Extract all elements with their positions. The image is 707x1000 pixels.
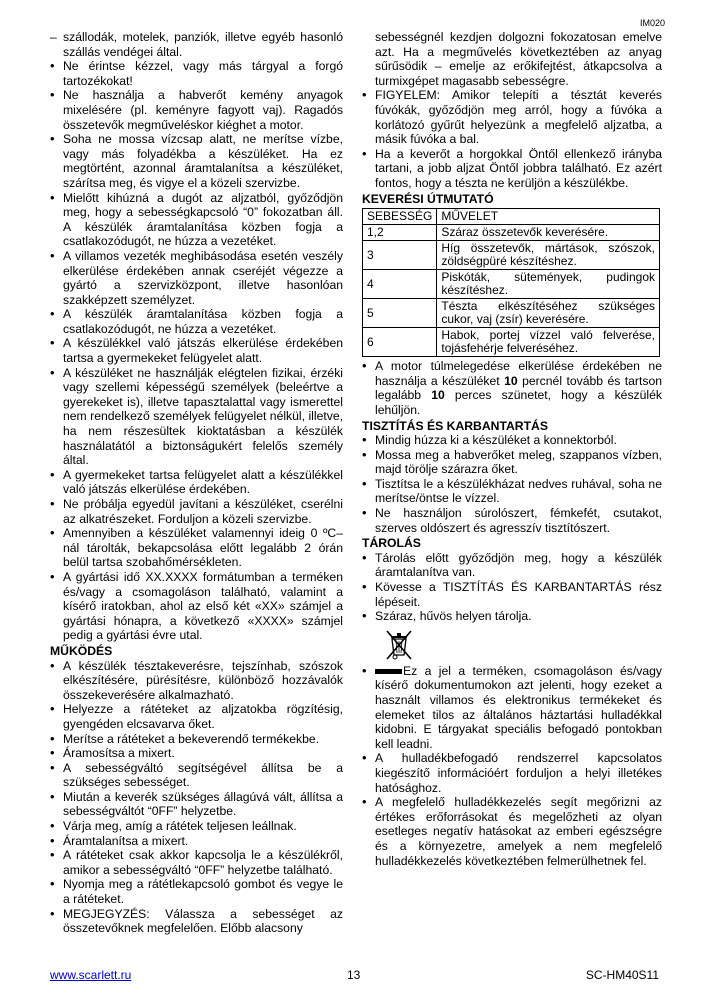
- list-item: [50, 659, 343, 703]
- bullet-marker: [50, 497, 62, 512]
- list-item: [362, 88, 662, 146]
- list-item: [50, 307, 343, 336]
- list-item-text: MEGJEGYZÉS: Válassza a sebességet az összetevőknek megfelelően. Előbb alacsony: [63, 906, 343, 936]
- list-item: [362, 448, 662, 477]
- list-item-text: A készülék áramtalanítása közben fogja a csatlakozódugót, ne húzza a vezetéket.: [63, 307, 343, 336]
- list-item: [50, 848, 343, 877]
- list-item: [362, 751, 662, 795]
- table-row: [363, 241, 660, 270]
- list-item: [362, 477, 662, 506]
- list-item: [50, 834, 343, 849]
- list-item: [50, 819, 343, 834]
- list-item: [50, 746, 343, 761]
- header-speed: SEBESSÉG: [363, 209, 437, 225]
- list-item: [362, 147, 662, 191]
- left-column: [50, 30, 343, 936]
- model-number: SC-HM40S11: [585, 968, 659, 982]
- list-item-text: Áramosítsa a mixert.: [63, 746, 175, 761]
- list-item: [50, 732, 343, 747]
- list-item-text: Nyomja meg a rátétlekapcsoló gombot és vegye le a rátéteket.: [63, 877, 343, 907]
- list-item: [50, 468, 343, 497]
- list-item-text: A készülékkel való játszás elkerülése érdekében tartsa a gyermekeket felügyelet alatt.: [63, 336, 343, 366]
- list-item-text: A készüléket ne használják elégtelen fizikai, érzéki vagy szellemi képességű személyek (beleértve a gyerekeket is), illetve tapasztalattal vagy ismerettel nem rendelkező személyek felügyelet nélkül, illetve, ha nem részesültek kioktatásban a készülék használatától a biztonságukért felelős személy által.: [63, 365, 343, 468]
- bullet-marker: [362, 795, 374, 810]
- speed-cell: 4: [363, 270, 437, 299]
- list-item-text: Ne érintse kézzel, vagy más tárgyal a forgó tartozékokat!: [63, 59, 343, 88]
- action-cell: Tészta elkészítéséhez szükséges cukor, vaj (zsír) keverésére.: [437, 299, 660, 328]
- bullet-marker: [50, 366, 62, 381]
- list-item-text: Ha a keverőt a horgokkal Öntől ellenkező irányba tartani, a jobb aljzat Öntől jobbra található. Ez azért fontos, hogy a tészta ne kerüljön a készülékbe.: [375, 146, 662, 190]
- list-item-text: Mossa meg a habverőket meleg, szappanos vízben, majd törölje szárazra őket.: [375, 447, 662, 477]
- speed-cell: 5: [363, 299, 437, 328]
- bullet-marker: [50, 848, 62, 863]
- recycling-note-text: Ez a jel a terméken, csomagoláson és/vagy kísérő dokumentumokon azt jelenti, hogy ezeket a használt villamos és elektronikus termékeket és elemeket tilos az általános háztartási hulladékkal kidobni. E tárgyakat speciális befogadó pontokban kell leadni.: [375, 663, 662, 751]
- bullet-marker: [50, 468, 62, 483]
- bullet-marker: [50, 877, 62, 892]
- list-item: [50, 702, 343, 731]
- list-item-text: A gyártási idő XX.XXXX formátumban a terméken és/vagy a csomagoláson található, valamint a kísérő iratokban, ahol az első két «XX» számjel a gyártási hónapra, a következő «XXXX» számjel pedig a gyártási évre utal.: [63, 569, 343, 643]
- table-row: [363, 328, 660, 357]
- bullet-marker: [50, 659, 62, 674]
- header-action: MŰVELET: [437, 209, 660, 225]
- list-item-text: A gyermekeket tartsa felügyelet alatt a készülékkel való játszás elkerülése érdekében.: [63, 467, 343, 497]
- list-item-text: Soha ne mossa vízcsap alatt, ne merítse vízbe, vagy más folyadékba a készüléket. Ha ez megtörtént, azonnal áramtalanítsa a készüléket, szárítsa meg, és vigye el a közeli szervizbe.: [63, 132, 343, 190]
- mixing-guide-table: [362, 208, 660, 357]
- bullet-marker: [50, 191, 62, 206]
- list-item-text: Kövesse a TISZTÍTÁS ÉS KARBANTARTÁS rész lépéseit.: [375, 580, 662, 609]
- bullet-marker: [50, 819, 62, 834]
- list-item: [362, 30, 662, 88]
- list-item: [50, 30, 343, 59]
- bullet-marker: [50, 761, 62, 776]
- list-item: [362, 433, 662, 448]
- list-item-text: Ne próbálja egyedül javítani a készüléket, cserélni az alkatrészeket. Forduljon a közeli szervizbe.: [63, 497, 343, 526]
- list-item: [362, 580, 662, 609]
- bullet-marker: [362, 88, 374, 103]
- footer-website-link[interactable]: www.scarlett.ru: [50, 968, 132, 982]
- list-item: [50, 88, 343, 132]
- list-item-text: Amennyiben a készüléket valamennyi ideig 0 ºC–nál tárolták, bekapcsolása előtt legalább 2 órán belül tartsa szobahőmérsékleten.: [63, 526, 343, 570]
- list-item-text: A hulladékbefogadó rendszerrel kapcsolatos kiegészítő információért forduljon a helyi illetékes hatósághoz.: [375, 751, 662, 795]
- bullet-marker: [362, 433, 374, 448]
- list-item-text: Mielőtt kihúzná a dugót az aljzatból, győződjön meg, hogy a sebességkapcsoló “0” fokozatban áll. A készülék áramtalanítása közben fogja a csatlakozódugót, ne húzza a vezetéket.: [63, 190, 343, 249]
- bullet-marker: [362, 477, 374, 492]
- speed-cell: 1,2: [363, 225, 437, 241]
- list-item-text: Várja meg, amíg a rátétek teljesen leállnak.: [63, 819, 297, 834]
- motor-note-minutes-1: 10: [504, 373, 518, 388]
- motor-note-text-3: perces szünetet, hogy a készülék lehűljön.: [375, 388, 662, 417]
- speed-cell: 6: [363, 328, 437, 357]
- bullet-marker: [50, 307, 62, 322]
- list-item: [50, 790, 343, 819]
- list-item: [50, 191, 343, 249]
- action-cell: Habok, portej vízzel való felverése, tojásfehérje felveréséhez.: [437, 328, 660, 357]
- bullet-marker: [362, 664, 374, 679]
- storage-title: TÁROLÁS: [362, 536, 421, 551]
- speed-cell: 3: [363, 241, 437, 270]
- list-item-text: Miután a keverék szükséges állagúvá vált, állítsa a sebességváltót “0FF” helyzetbe.: [63, 789, 343, 819]
- bullet-marker: [50, 790, 62, 805]
- bullet-marker: [362, 448, 374, 463]
- list-item: [362, 506, 662, 535]
- list-item: [50, 761, 343, 790]
- bullet-marker: [50, 132, 62, 147]
- cleaning-title: TISZTÍTÁS ÉS KARBANTARTÁS: [362, 418, 548, 433]
- action-cell: Száraz összetevők keverésére.: [437, 225, 660, 241]
- list-item-text: sebességnél kezdjen dolgozni fokozatosan emelve azt. Ha a megművelés következtében az anyag sűrűsödik – emelje az erőkifejtést, átkapcsolva a turmixgépet magasabb sebességre.: [375, 30, 662, 88]
- motor-note-text-1: A motor túlmelegedése elkerülése érdekében ne használja a készüléket: [375, 359, 662, 388]
- bullet-marker: [50, 570, 62, 585]
- list-item-text: A villamos vezeték meghibásodása esetén veszély elkerülése érdekében annak cseréjét végezze a gyártó a szervizközpont, illetve hasonlóan szakképzett személyzet.: [63, 248, 343, 307]
- list-item: [50, 366, 343, 468]
- list-item-text: Ne használja a habverőt kemény anyagok mixelésére (pl. keményre fagyott vaj). Ragadós összetevők megműveléskor kiéghet a motor.: [63, 88, 343, 132]
- bullet-marker: [362, 147, 374, 162]
- black-bar-symbol: [375, 669, 402, 674]
- table-row: [363, 270, 660, 299]
- list-item: [50, 907, 343, 936]
- list-item-text: Merítse a rátéteket a bekeverendő termékekbe.: [63, 731, 320, 746]
- list-item-text: Helyezze a rátéteket az aljzatokba rögzítésig, gyengéden elcsavarva őket.: [63, 702, 343, 731]
- list-item: [362, 795, 662, 868]
- bullet-marker: [362, 551, 374, 566]
- bullet-marker: [50, 59, 62, 74]
- list-item-text: FIGYELEM: Amikor telepíti a tésztát keverés fúvókák, győződjön meg arról, hogy a fúvóka a korlátozó gyűrűt helyezünk a megfelelő aljzatba, a másik fúvóka a bal.: [375, 88, 662, 147]
- bullet-marker: [50, 746, 62, 761]
- table-row: [363, 225, 660, 241]
- list-item-text: Tisztítsa le a készülékházat nedves ruhával, soha ne merítse/öntse le vízzel.: [375, 476, 662, 506]
- bullet-marker: [50, 907, 62, 922]
- page-code: IM020: [639, 18, 665, 28]
- right-column: [362, 30, 662, 868]
- section-heading: MŰKÖDÉS: [50, 643, 113, 658]
- motor-note-text-2: percnél tovább és tartson legalább: [375, 373, 662, 403]
- crossed-bin-icon: [384, 628, 414, 662]
- motor-note: [362, 359, 662, 417]
- list-item-text: A rátéteket csak akkor kapcsolja le a készülékről, amikor a sebességváltó “0FF” helyzetbe található.: [63, 848, 343, 877]
- bullet-marker: [50, 88, 62, 103]
- recycling-note: [362, 664, 662, 752]
- list-item: [50, 249, 343, 307]
- page-number: 13: [347, 968, 361, 982]
- bullet-marker: [362, 751, 374, 766]
- bullet-marker: [50, 526, 62, 541]
- table-header-row: [363, 209, 660, 225]
- dash-marker: [50, 30, 62, 45]
- list-item-text: Tárolás előtt győződjön meg, hogy a készülék áramtalanítva van.: [375, 550, 662, 580]
- list-item-text: A megfelelő hulladékkezelés segít megőrizni az értékes erőforrásokat és megelőzheti az olyan esetleges negatív hatásokat az emberi egészségre és a környezetre, amelyek a nem megfelelő hulladékkezelés következtében felmerülhetnek fel.: [375, 795, 662, 868]
- action-cell: Híg összetevők, mártások, szószok, zöldségpüré készítéshez.: [437, 241, 660, 270]
- list-item: [50, 336, 343, 365]
- mixing-guide-title: KEVERÉSI ÚTMUTATÓ: [362, 191, 494, 206]
- list-item-text: Ne használjon súrolószert, fémkefét, csutakot, szerves oldószert és agresszív tisztítószert.: [375, 506, 662, 535]
- list-item: [362, 609, 662, 624]
- list-item-text: A készülék tésztakeverésre, tejszínhab, szószok elkészítésére, pürésítésre, különböző hozzávalók összekeverésére alkalmazható.: [63, 658, 343, 702]
- list-item: [50, 526, 343, 570]
- list-item-text: Száraz, hűvös helyen tárolja.: [375, 609, 532, 624]
- weee-symbol: [384, 628, 662, 662]
- list-item-text: szállodák, motelek, panziók, illetve egyéb hasonló szállás vendégei által.: [63, 30, 343, 59]
- list-item-text: Áramtalanítsa a mixert.: [63, 833, 189, 848]
- list-item: [50, 877, 343, 906]
- list-item: [50, 497, 343, 526]
- motor-note-minutes-2: 10: [431, 388, 445, 403]
- list-item: [50, 132, 343, 190]
- list-item-text: A sebességváltó segítségével állítsa be a szükséges sebességet.: [63, 760, 343, 790]
- bullet-marker: [362, 609, 374, 624]
- table-row: [363, 299, 660, 328]
- bullet-marker: [362, 580, 374, 595]
- bullet-marker: [50, 834, 62, 849]
- bullet-marker: [50, 732, 62, 747]
- bullet-marker: [50, 249, 62, 264]
- bullet-marker: [362, 359, 374, 374]
- list-item: [362, 551, 662, 580]
- list-item: [50, 59, 343, 88]
- list-item: [50, 570, 343, 643]
- bullet-marker: [50, 336, 62, 351]
- list-item-text: Mindig húzza ki a készüléket a konnektorból.: [375, 433, 617, 448]
- action-cell: Piskóták, sütemények, pudingok készítéshez.: [437, 270, 660, 299]
- bullet-marker: [362, 506, 374, 521]
- bullet-marker: [50, 702, 62, 717]
